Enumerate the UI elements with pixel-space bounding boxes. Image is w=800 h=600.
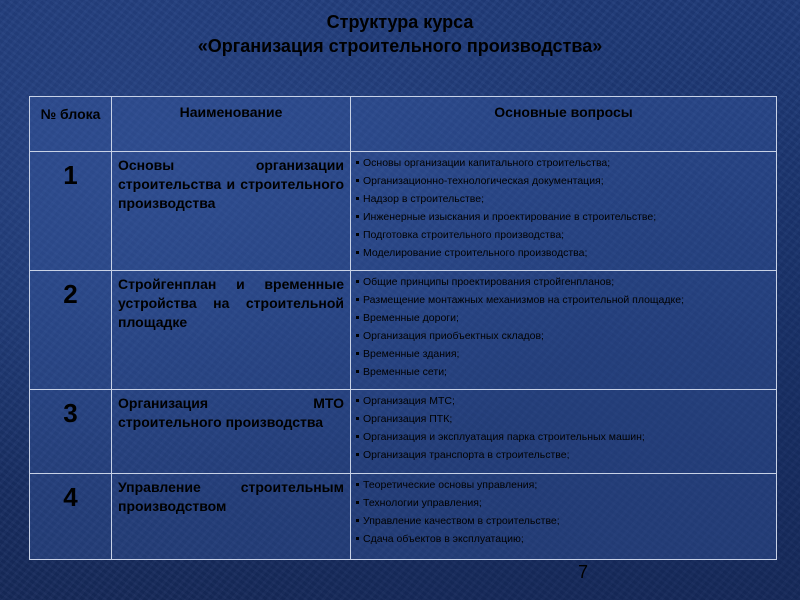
block-number: 2 [30,271,112,390]
question-item: Управление качеством в строительстве; [355,512,772,530]
header-questions: Основные вопросы [351,97,777,152]
question-item: Организация и эксплуатация парка строительных машин; [355,428,772,446]
question-item: Сдача объектов в эксплуатацию; [355,530,772,548]
question-item: Временные сети; [355,363,772,381]
block-name: Основы организации строительства и строительного производства [112,152,351,271]
block-number: 1 [30,152,112,271]
question-item: Организация МТС; [355,392,772,410]
block-questions [351,390,777,474]
question-item: Теоретические основы управления; [355,476,772,494]
header-name: Наименование [112,97,351,152]
question-item: Организация приобъектных складов; [355,327,772,345]
block-name: Стройгенплан и временные устройства на строительной площадке [112,271,351,390]
block-number: 4 [30,474,112,560]
question-item: Организация транспорта в строительстве; [355,446,772,464]
page-number: 7 [578,562,589,582]
question-item: Организация ПТК; [355,410,772,428]
block-number: 3 [30,390,112,474]
block-questions [351,474,777,560]
question-item: Общие принципы проектирования стройгенпланов; [355,273,772,291]
block-name: Управление строительным производством [112,474,351,560]
table-row [30,474,777,560]
slide-title [0,10,800,58]
table-row [30,390,777,474]
question-item: Временные дороги; [355,309,772,327]
questions-list [355,273,772,381]
question-item: Временные здания; [355,345,772,363]
header-block-number: № блока [30,97,112,152]
question-item: Моделирование строительного производства; [355,244,772,262]
question-item: Организационно-технологическая документация; [355,172,772,190]
block-questions [351,271,777,390]
course-structure-table [29,96,777,560]
table-header-row [30,97,777,152]
question-item: Надзор в строительстве; [355,190,772,208]
table-row [30,152,777,271]
questions-list [355,154,772,262]
block-name: Организация МТО строительного производства [112,390,351,474]
questions-list [355,392,772,464]
slide-title-line-2: «Организация строительного производства» [197,36,603,56]
question-item: Подготовка строительного производства; [355,226,772,244]
question-item: Технологии управления; [355,494,772,512]
question-item: Основы организации капитального строительства; [355,154,772,172]
table-row [30,271,777,390]
question-item: Размещение монтажных механизмов на строительной площадке; [355,291,772,309]
block-questions [351,152,777,271]
question-item: Инженерные изыскания и проектирование в строительстве; [355,208,772,226]
slide-title-line-1: Структура курса [326,12,474,32]
questions-list [355,476,772,548]
